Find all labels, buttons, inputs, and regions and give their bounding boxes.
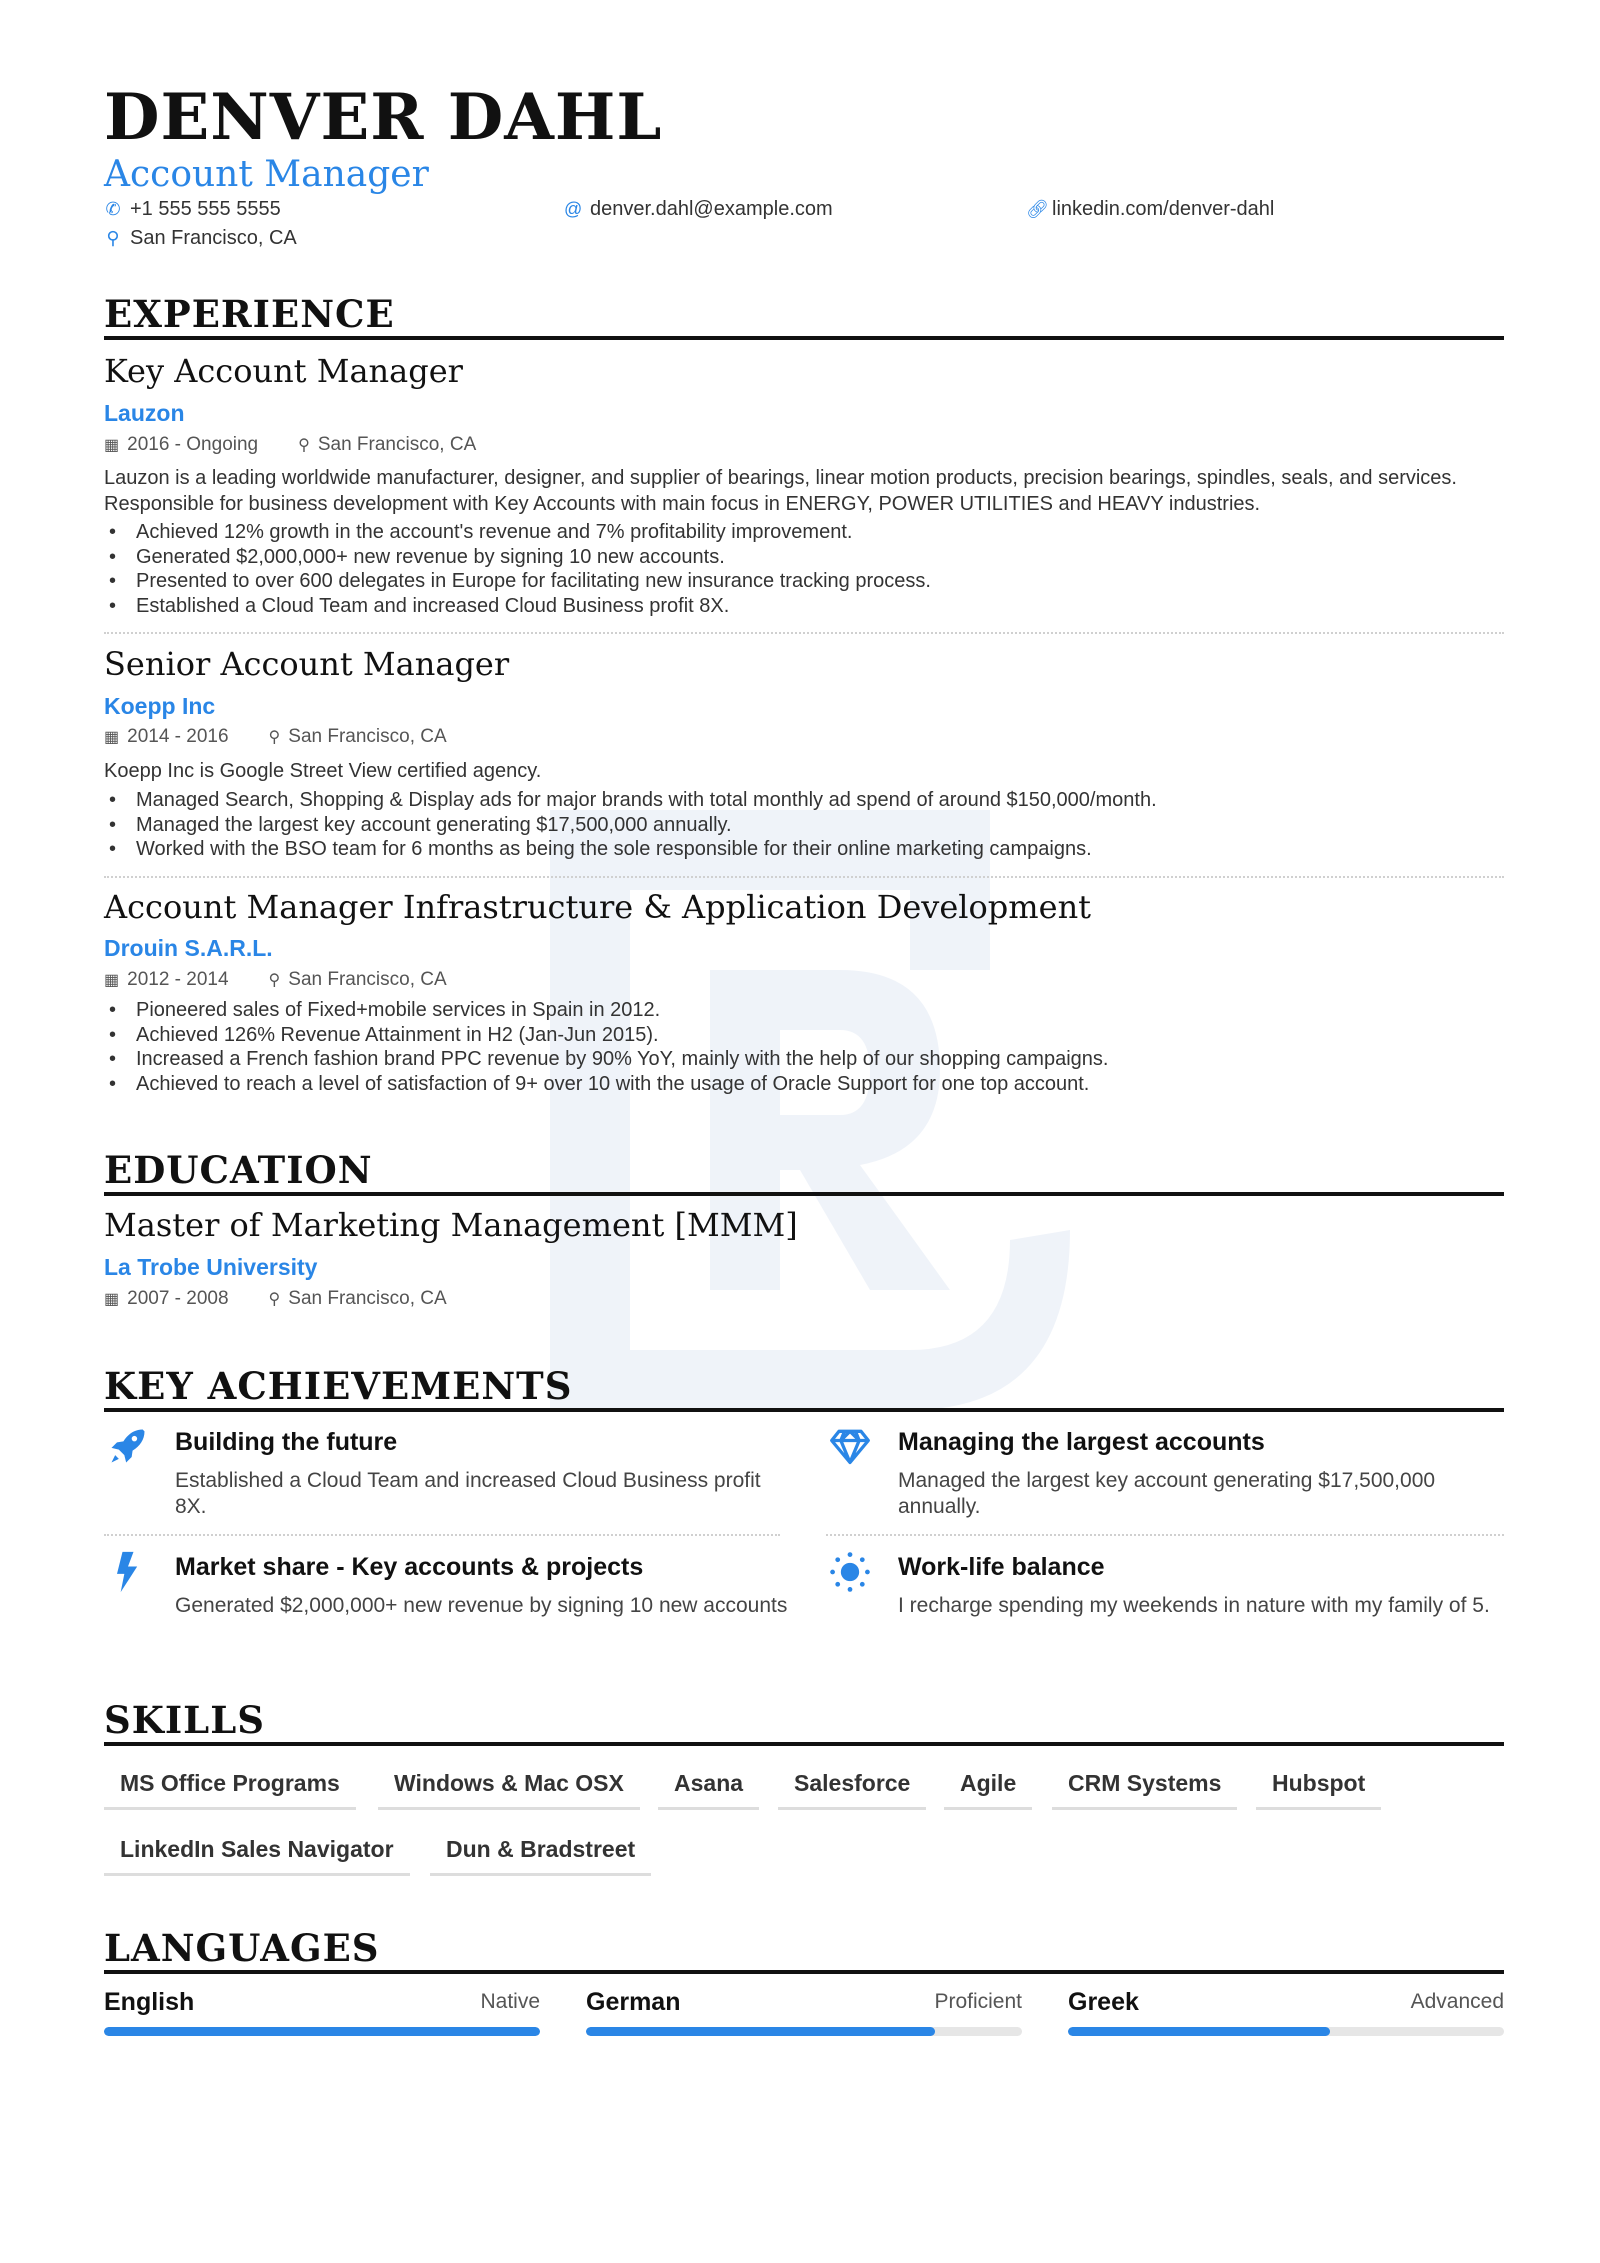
at-icon: @ [564,199,583,219]
language-level: Native [480,1990,540,2013]
experience-dates: 2016 - Ongoing [127,434,259,455]
link-icon: 🔗︎ [1026,199,1049,219]
bullet-item: • Managed Search, Shopping & Display ads for major brands with total monthly ad spend of around $150,000/month. [104,788,1504,813]
experience-meta [104,434,476,456]
bullet-item: • Achieved to reach a level of satisfaction of 9+ over 10 with the usage of Oracle Support for one top account. [104,1072,1504,1097]
bullet-item: • Presented to over 600 delegates in Europe for facilitating new insurance tracking process. [104,569,1504,594]
experience-company: Lauzon [104,400,185,426]
achievements-rule [104,1408,1504,1412]
experience-location: San Francisco, CA [317,434,477,455]
skill-tag: LinkedIn Sales Navigator [104,1836,410,1876]
education-heading: EDUCATION [104,1148,373,1192]
language-bar-fill [586,2027,935,2036]
sun-icon [828,1550,872,1594]
skill-tag: CRM Systems [1052,1770,1237,1810]
experience-bullets [104,788,1504,862]
achievement-title: Work-life balance [898,1553,1105,1581]
language-bar [1068,2027,1504,2036]
experience-heading: EXPERIENCE [104,292,395,336]
education-degree: Master of Marketing Management [MMM] [104,1206,798,1244]
location-pin-icon: ⚲ [268,1291,281,1308]
experience-company: Drouin S.A.R.L. [104,935,273,961]
entry-divider [104,632,1504,634]
achievement-title: Building the future [175,1428,398,1456]
skill-tag: MS Office Programs [104,1770,356,1810]
languages-rule [104,1970,1504,1974]
achievement-description: Generated $2,000,000+ new revenue by signing 10 new accounts [175,1594,788,1617]
location-contact [104,227,297,250]
achievement-divider [826,1534,1504,1536]
calendar-icon: ▦ [104,972,120,989]
education-location: San Francisco, CA [288,1288,447,1309]
experience-description: Lauzon is a leading worldwide manufacturer, designer, and supplier of bearings, linear motion products, precision bearings, spindles, seals, and services. Responsible for business development with Key Accounts with main focus in ENERGY, POWER UTILITIES and HEAVY industries. [104,467,1457,515]
calendar-icon: ▦ [104,729,120,746]
education-meta [104,1288,447,1310]
rocket-icon [106,1424,150,1468]
location-pin-icon: ⚲ [298,437,310,454]
experience-company: Koepp Inc [104,693,216,719]
languages-heading: LANGUAGES [104,1926,380,1970]
language-name: German [586,1988,681,2016]
phone-icon: ✆ [105,199,121,219]
experience-bullets [104,998,1504,1096]
lightning-icon [106,1550,150,1594]
bullet-item: • Established a Cloud Team and increased Cloud Business profit 8X. [104,594,1504,619]
location-pin-icon: ⚲ [106,228,120,248]
skill-tag: Salesforce [778,1770,926,1810]
bullet-item: • Achieved 126% Revenue Attainment in H2 (Jan-Jun 2015). [104,1023,1504,1048]
experience-meta [104,969,447,991]
bullet-item: • Managed the largest key account generating $17,500,000 annually. [104,813,1504,838]
linkedin-text[interactable]: linkedin.com/denver-dahl [1052,198,1275,220]
bullet-item: • Pioneered sales of Fixed+mobile services in Spain in 2012. [104,998,1504,1023]
phone-text: +1 555 555 5555 [130,198,281,220]
bullet-item: • Increased a French fashion brand PPC revenue by 90% YoY, mainly with the help of our shopping campaigns. [104,1047,1504,1072]
diamond-icon [828,1424,872,1468]
experience-dates: 2012 - 2014 [127,969,229,990]
achievement-description: Managed the largest key account generating $17,500,000 annually. [898,1469,1436,1518]
achievement-title: Market share - Key accounts & projects [175,1553,644,1581]
language-level: Advanced [1410,1990,1504,2013]
experience-dates: 2014 - 2016 [127,726,229,747]
bullet-item: • Worked with the BSO team for 6 months as being the sole responsible for their online marketing campaigns. [104,837,1504,862]
email-text[interactable]: denver.dahl@example.com [590,198,833,220]
skills-rule [104,1742,1504,1746]
bullet-item: • Achieved 12% growth in the account's revenue and 7% profitability improvement. [104,520,1504,545]
language-bar-fill [104,2027,540,2036]
education-rule [104,1192,1504,1196]
experience-location: San Francisco, CA [288,726,447,747]
skill-tag: Dun & Bradstreet [430,1836,651,1876]
experience-role: Account Manager Infrastructure & Application Development [104,888,1092,926]
skill-tag: Asana [658,1770,759,1810]
achievement-divider [104,1534,780,1536]
calendar-icon: ▦ [104,437,120,454]
skill-tag: Agile [944,1770,1032,1810]
skill-tag: Hubspot [1256,1770,1381,1810]
language-name: English [104,1988,195,2016]
experience-location: San Francisco, CA [288,969,447,990]
experience-role: Senior Account Manager [104,645,510,683]
language-bar-fill [1068,2027,1330,2036]
language-bar [104,2027,540,2036]
experience-meta [104,726,447,748]
location-text: San Francisco, CA [130,227,297,249]
entry-divider [104,876,1504,878]
skills-heading: SKILLS [104,1698,265,1742]
achievement-title: Managing the largest accounts [898,1428,1265,1456]
skill-tag: Windows & Mac OSX [378,1770,640,1810]
language-level: Proficient [934,1990,1022,2013]
linkedin-contact[interactable] [1026,198,1274,221]
location-pin-icon: ⚲ [268,729,281,746]
achievements-heading: KEY ACHIEVEMENTS [104,1364,573,1408]
language-bar [586,2027,1022,2036]
bullet-item: • Generated $2,000,000+ new revenue by signing 10 new accounts. [104,545,1504,570]
achievement-description: I recharge spending my weekends in nature with my family of 5. [898,1594,1490,1617]
calendar-icon: ▦ [104,1291,120,1308]
candidate-title: Account Manager [104,154,429,195]
language-name: Greek [1068,1988,1139,2016]
email-contact[interactable] [564,198,833,221]
experience-role: Key Account Manager [104,352,463,390]
watermark-logo [510,770,1130,1470]
achievement-description: Established a Cloud Team and increased Cloud Business profit 8X. [175,1469,761,1518]
candidate-name: DENVER DAHL [104,80,663,155]
education-school: La Trobe University [104,1254,318,1280]
experience-rule [104,336,1504,340]
phone-contact [104,198,281,221]
experience-bullets [104,520,1504,618]
experience-description: Koepp Inc is Google Street View certified agency. [104,760,542,782]
education-dates: 2007 - 2008 [127,1288,229,1309]
location-pin-icon: ⚲ [268,972,281,989]
